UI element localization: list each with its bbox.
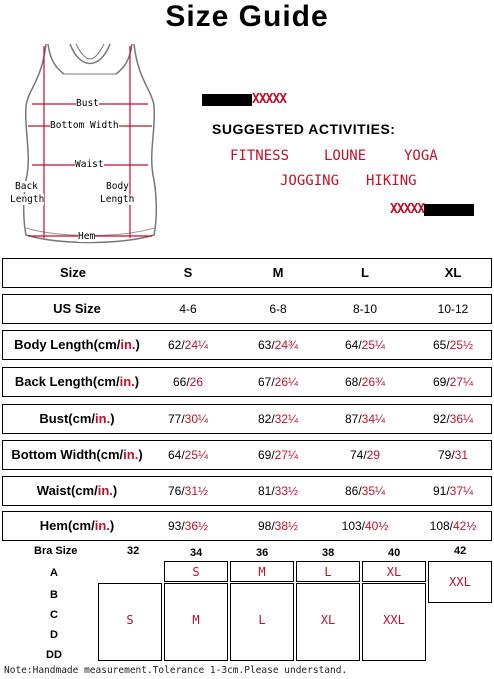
row-label-text: US Size xyxy=(53,301,101,316)
label-hem: Hem xyxy=(78,231,96,242)
size-cell-in: 36¼ xyxy=(449,412,474,426)
size-table-row xyxy=(2,440,492,470)
bra-big-value: XL xyxy=(320,613,336,627)
size-cell-cm: 67/ xyxy=(257,375,275,389)
bra-cup-c: C xyxy=(50,609,58,621)
size-cell-in: 24¾ xyxy=(274,338,299,352)
size-cell-in: 31½ xyxy=(184,484,209,498)
bra-a-value: L xyxy=(324,565,332,579)
row-label-unit: in. xyxy=(120,337,136,352)
size-cell-cm: 98/ xyxy=(257,519,275,533)
row-label xyxy=(3,295,151,323)
size-cell-in: 26¼ xyxy=(274,375,299,389)
size-cell xyxy=(335,405,395,433)
bra-cup-b: B xyxy=(50,589,58,601)
size-table-row xyxy=(2,476,492,506)
bra-band-36: 36 xyxy=(256,547,269,559)
activities-title: SUGGESTED ACTIVITIES: xyxy=(212,121,396,137)
bra-band-32: 32 xyxy=(127,545,140,557)
decor-bar-top xyxy=(202,94,286,106)
size-cell-in: 36½ xyxy=(184,519,209,533)
size-cell-cm: 86/ xyxy=(344,484,362,498)
size-cell-in: 37¼ xyxy=(449,484,474,498)
size-cell xyxy=(423,331,483,359)
size-cell-cm: 10-12 xyxy=(437,302,469,316)
row-label-unit: in. xyxy=(123,447,139,462)
bra-a-value: M xyxy=(258,565,266,579)
activity-jogging: JOGGING xyxy=(280,173,340,189)
bra-band-42: 42 xyxy=(454,545,467,557)
size-cell-cm: 64/ xyxy=(344,338,362,352)
row-label xyxy=(3,368,151,396)
size-cell-in: 24¼ xyxy=(184,338,209,352)
header-size-m: M xyxy=(272,265,284,280)
size-cell-in: 40½ xyxy=(365,519,389,533)
size-cell xyxy=(423,477,483,505)
size-cell-cm: 62/ xyxy=(167,338,185,352)
bra-cup-a: A xyxy=(50,567,58,579)
bra-big-cell xyxy=(230,583,294,661)
size-cell xyxy=(335,368,395,396)
size-cell-cm: 82/ xyxy=(257,412,275,426)
tank-outline-icon xyxy=(20,40,160,250)
size-cell-in: 27¼ xyxy=(274,448,299,462)
size-cell xyxy=(423,441,483,469)
decor-black-bar xyxy=(424,204,474,216)
row-label-unit: in. xyxy=(94,518,110,533)
label-body-length-1: Body xyxy=(106,181,129,192)
decor-black-bar xyxy=(202,94,252,106)
bra-big-value: L xyxy=(258,613,266,627)
bra-big-value: M xyxy=(192,613,200,627)
size-cell-cm: 79/ xyxy=(437,448,455,462)
size-cell-in: 29 xyxy=(366,448,381,462)
bra-42-cell xyxy=(428,561,492,603)
size-cell-cm: 81/ xyxy=(257,484,275,498)
size-cell-cm: 69/ xyxy=(257,448,275,462)
size-cell xyxy=(335,512,395,540)
size-cell xyxy=(248,295,308,323)
label-bust: Bust xyxy=(76,98,99,109)
row-label-text: Hem(cm/ xyxy=(39,518,95,533)
size-cell-in: 30¼ xyxy=(184,412,209,426)
size-cell-in: 38½ xyxy=(274,519,299,533)
bra-big-cell xyxy=(164,583,228,661)
size-cell xyxy=(158,477,218,505)
size-cell xyxy=(423,295,483,323)
header-size-xl: XL xyxy=(444,265,462,280)
activity-hiking: HIKING xyxy=(366,173,417,189)
size-cell-in: 34¼ xyxy=(361,412,386,426)
bra-a-cell xyxy=(362,561,426,582)
activity-fitness: FITNESS xyxy=(230,148,290,164)
size-table-row xyxy=(2,404,492,434)
size-table-row xyxy=(2,511,492,541)
row-label-text: Bust(cm/ xyxy=(39,411,96,426)
row-label-paren: ) xyxy=(135,337,140,352)
bra-a-value: S xyxy=(192,565,200,579)
size-cell-cm: 92/ xyxy=(432,412,450,426)
bra-cup-d: D xyxy=(50,629,58,641)
label-bottom-width: Bottom Width xyxy=(50,120,119,131)
size-cell xyxy=(335,477,395,505)
size-cell-in: 42½ xyxy=(453,519,477,533)
size-cell-in: 32¼ xyxy=(274,412,299,426)
size-cell-in: 25½ xyxy=(449,338,474,352)
row-label-paren: ) xyxy=(112,483,118,498)
bra-band-40: 40 xyxy=(388,547,401,559)
size-cell xyxy=(335,295,395,323)
size-cell-cm: 77/ xyxy=(167,412,185,426)
bra-band-34: 34 xyxy=(190,547,203,559)
bra-a-cell xyxy=(164,561,228,582)
size-cell-cm: 66/ xyxy=(172,375,190,389)
decor-xmark: XXXXX xyxy=(252,92,287,107)
bra-big-cell xyxy=(296,583,360,661)
label-body-length-2: Length xyxy=(100,194,135,205)
footnote: Note:Handmade measurement.Tolerance 1-3cm.Please understand. xyxy=(4,665,348,676)
size-cell-cm: 6-8 xyxy=(269,302,287,316)
size-table-row xyxy=(2,367,492,397)
row-label xyxy=(3,405,151,433)
size-cell-in: 25¼ xyxy=(184,448,209,462)
size-cell-cm: 8-10 xyxy=(352,302,378,316)
page-title: Size Guide xyxy=(165,0,329,33)
size-cell xyxy=(335,441,395,469)
bra-a-value: XL xyxy=(386,565,402,579)
row-label-unit: in. xyxy=(97,483,113,498)
size-cell xyxy=(158,512,218,540)
row-label-text: Bottom Width(cm/ xyxy=(11,447,124,462)
row-label-paren: ) xyxy=(109,518,115,533)
size-cell-in: 26¾ xyxy=(361,375,386,389)
size-cell-in: 27¼ xyxy=(449,375,474,389)
row-label xyxy=(3,441,151,469)
size-cell-cm: 108/ xyxy=(429,519,453,533)
bra-big-cell xyxy=(98,583,162,661)
size-cell-cm: 76/ xyxy=(167,484,185,498)
size-cell-cm: 65/ xyxy=(432,338,450,352)
size-table-row xyxy=(2,294,492,324)
bra-big-value: S xyxy=(126,613,134,627)
row-label xyxy=(3,331,151,359)
bra-a-cell xyxy=(296,561,360,582)
label-back-length-1: Back xyxy=(15,181,38,192)
decor-xmark: XXXXX xyxy=(390,202,425,217)
size-cell xyxy=(335,331,395,359)
header-size-label: Size xyxy=(59,265,86,280)
size-cell-cm: 68/ xyxy=(344,375,362,389)
label-waist: Waist xyxy=(75,159,104,170)
size-cell xyxy=(158,368,218,396)
row-label xyxy=(3,477,151,505)
size-cell-cm: 91/ xyxy=(432,484,450,498)
size-cell xyxy=(248,368,308,396)
size-cell xyxy=(248,512,308,540)
row-label-text: Back Length(cm/ xyxy=(14,374,120,389)
row-label-paren: ) xyxy=(110,411,115,426)
size-cell xyxy=(158,295,218,323)
size-cell-cm: 93/ xyxy=(167,519,185,533)
bra-big-cell xyxy=(362,583,426,661)
row-label-paren: ) xyxy=(138,447,143,462)
size-cell xyxy=(423,512,483,540)
size-cell xyxy=(423,405,483,433)
size-cell-in: 33½ xyxy=(274,484,299,498)
bra-a-cell xyxy=(230,561,294,582)
size-cell xyxy=(158,405,218,433)
size-cell-in: 26 xyxy=(189,375,204,389)
bra-size-label: Bra Size xyxy=(34,545,78,557)
tank-top-diagram xyxy=(10,40,160,250)
size-cell-cm: 63/ xyxy=(257,338,275,352)
label-back-length-2: Length xyxy=(10,194,45,205)
header-size-s: S xyxy=(183,265,193,280)
size-cell xyxy=(248,477,308,505)
size-cell xyxy=(248,331,308,359)
size-cell xyxy=(423,368,483,396)
row-label-text: Waist(cm/ xyxy=(36,483,98,498)
row-label xyxy=(3,512,151,540)
size-cell-in: 31 xyxy=(454,448,469,462)
bra-42-value: XXL xyxy=(449,575,471,589)
row-label-unit: in. xyxy=(119,374,135,389)
size-table-header xyxy=(2,258,492,288)
size-cell-in: 35¼ xyxy=(361,484,386,498)
row-label-paren: ) xyxy=(134,374,140,389)
row-label-text: Body Length(cm/ xyxy=(14,337,121,352)
size-cell-cm: 69/ xyxy=(432,375,450,389)
size-cell xyxy=(158,441,218,469)
size-cell xyxy=(158,331,218,359)
size-cell-cm: 74/ xyxy=(349,448,367,462)
size-cell-cm: 64/ xyxy=(167,448,185,462)
size-cell-in: 25¼ xyxy=(361,338,386,352)
row-label-unit: in. xyxy=(95,411,111,426)
bra-cup-dd: DD xyxy=(46,649,62,661)
size-table-row xyxy=(2,330,492,360)
header-size-l: L xyxy=(361,265,369,280)
size-cell-cm: 103/ xyxy=(341,519,365,533)
size-cell-cm: 87/ xyxy=(344,412,362,426)
bra-big-value: XXL xyxy=(383,613,405,627)
size-cell xyxy=(248,405,308,433)
size-cell-cm: 4-6 xyxy=(179,302,197,316)
size-cell xyxy=(248,441,308,469)
bra-band-38: 38 xyxy=(322,547,335,559)
decor-bar-bottom xyxy=(390,204,474,216)
activity-yoga: YOGA xyxy=(404,148,438,164)
activity-loune: LOUNE xyxy=(324,148,367,164)
